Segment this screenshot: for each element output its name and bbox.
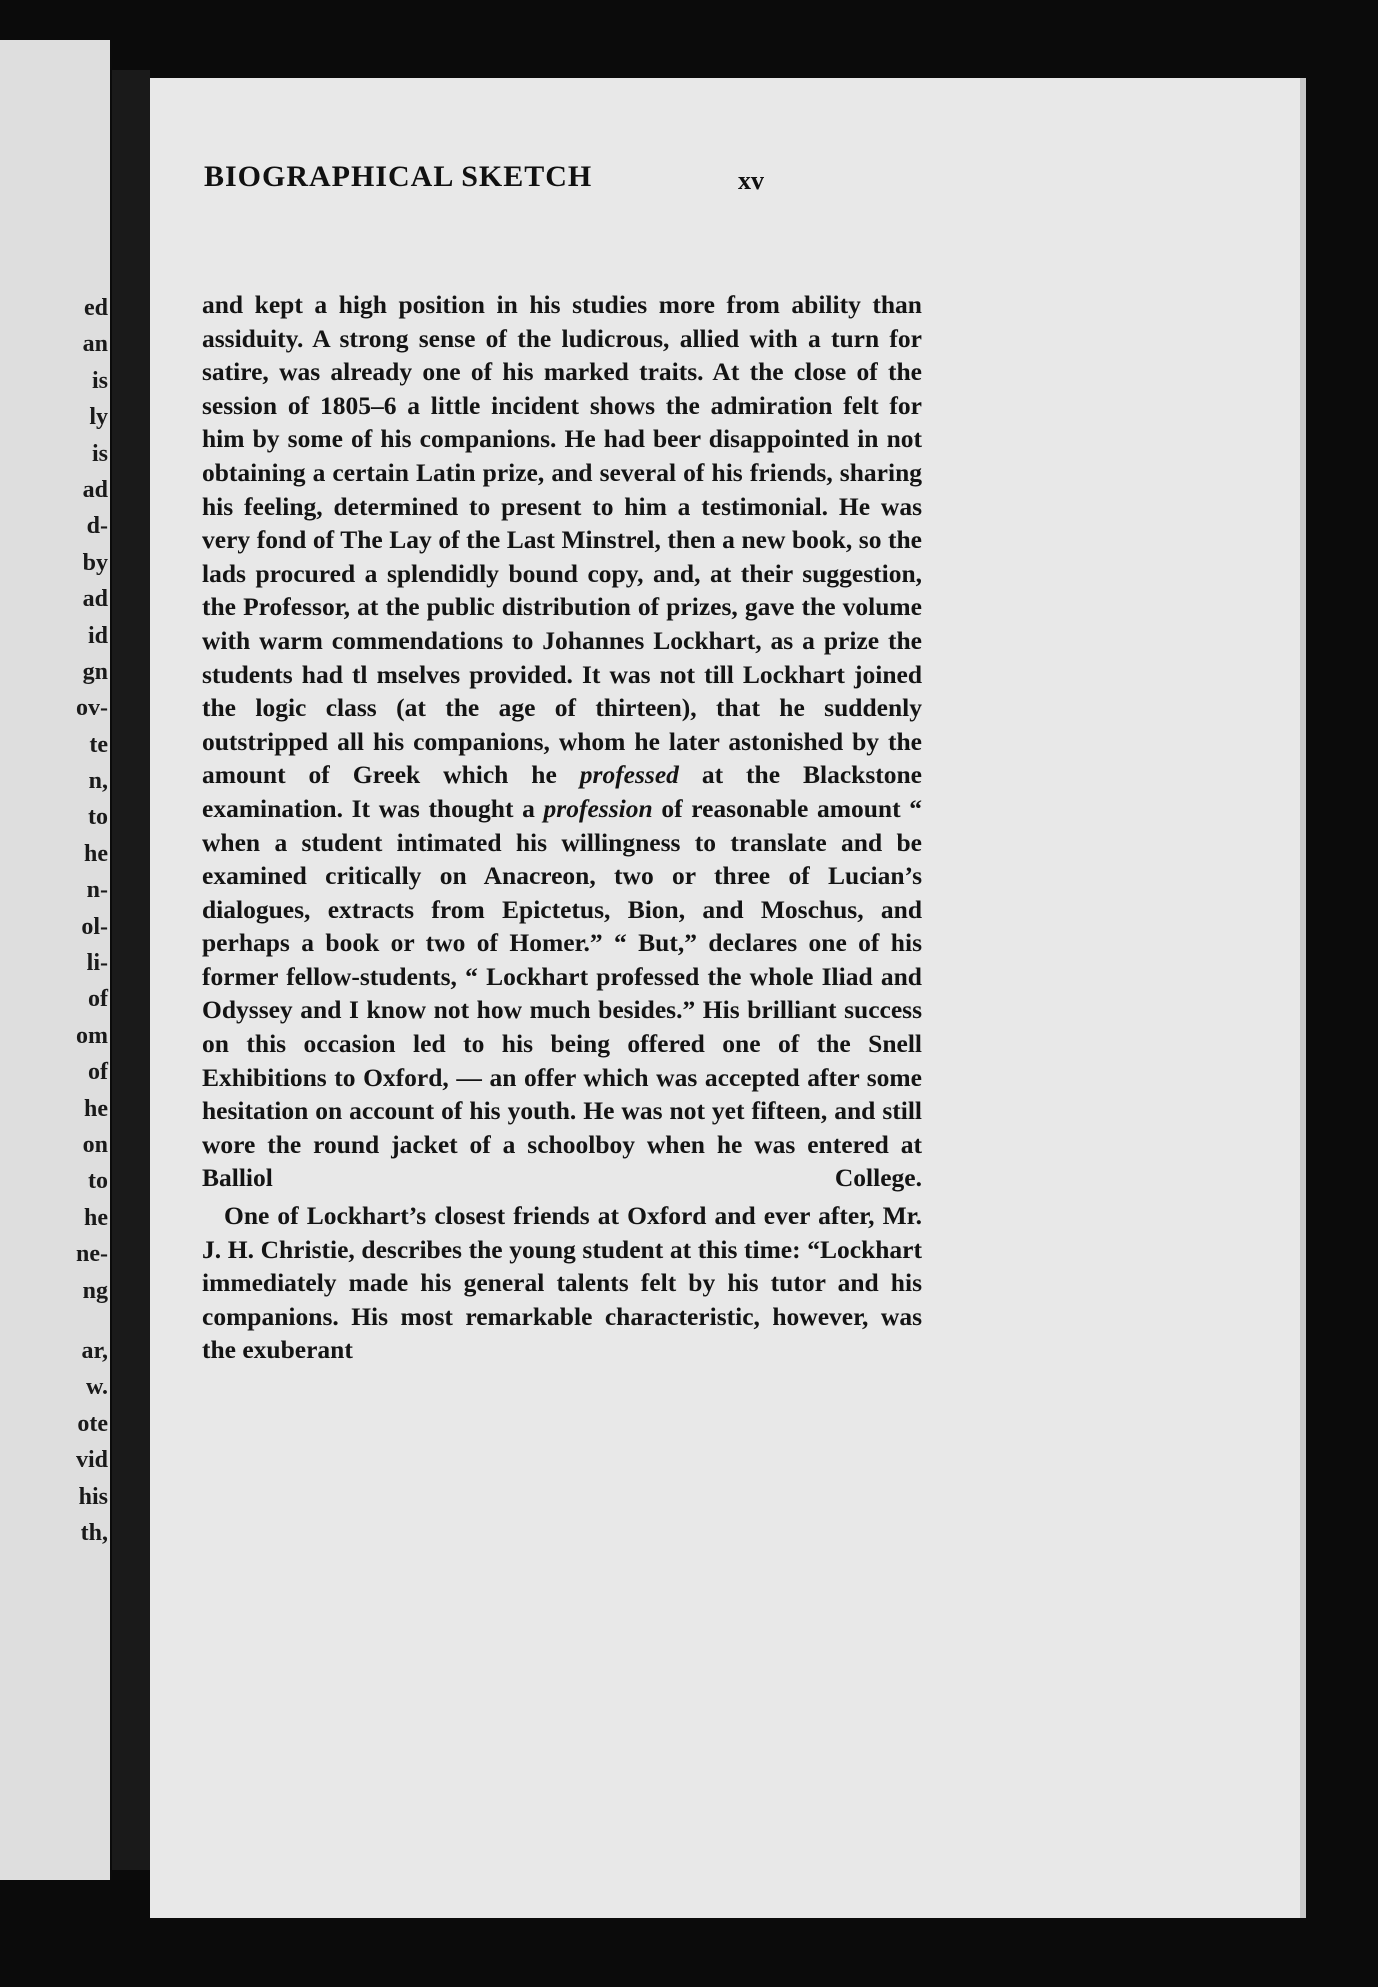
left-line-fragment: n- xyxy=(86,877,108,904)
left-line-fragment: ad xyxy=(82,586,108,613)
left-line-fragment: vid xyxy=(75,1447,108,1474)
left-line-fragment: to xyxy=(88,804,108,831)
paragraph-1-text-c: of reasonable amount “ when a student intimated his willingness to translate and be examined critically on Anacreon, two or three of Lucian’s dialogues, extracts from Epictetus, Bion, and Moschus, and perhaps a book or two of Homer.” “ But,” declares one of his former fellow-students, “ Lockhart professed the whole Iliad and Odyssey and I know not how much besides.” His brilliant success on this occasion led to his being offered one of the Snell Exhibitions to Oxford, — an offer which was accepted after some hesitation on account of his youth. He was not yet fifteen, and still wore the round jacket of a schoolboy when he was entered at Balliol College. xyxy=(202,793,922,1193)
left-line-fragment: ly xyxy=(89,404,108,431)
left-line-fragment: ol- xyxy=(81,913,108,940)
left-line-fragment: his xyxy=(78,1483,108,1510)
left-line-fragment: he xyxy=(84,840,108,867)
left-line-fragment: ne- xyxy=(76,1241,108,1268)
left-line-fragment: ote xyxy=(77,1410,108,1437)
left-line-fragment: he xyxy=(84,1204,108,1231)
left-line-fragment: he xyxy=(84,1095,108,1122)
left-line-fragment: n, xyxy=(88,768,108,795)
facing-page-left xyxy=(0,40,110,1880)
left-page-line-fragments xyxy=(8,290,108,1551)
book-gutter xyxy=(112,70,150,1870)
left-line-fragment: om xyxy=(76,1022,108,1049)
left-line-fragment: gn xyxy=(82,658,108,685)
left-line-fragment: w. xyxy=(85,1374,108,1401)
left-line-fragment: is xyxy=(91,440,108,467)
left-line-fragment: by xyxy=(82,549,108,576)
left-line-fragment: te xyxy=(89,731,108,758)
paragraph-1-text-a: and kept a high position in his studies more from ability than assiduity. A strong sense of the ludicrous, allied with a turn for satire, was already one of his marked traits. At the close of the session of 1805–6 a little incident shows the admiration felt for him by some of his companions. He had beer disappointed in not obtaining a certain Latin prize, and several of his friends, sharing his feeling, determined to present to him a testimonial. He was very fond of The Lay of the Last Minstrel, then a new book, so the lads procured a splendidly bound copy, and, at their suggestion, the Professor, at the public distribution of prizes, gave the volume with warm commendations to Johannes Lockhart, as a prize the students had tl mselves provided. It was not till Lockhart joined the logic class (at the age of thirteen), that he suddenly outstripped all his companions, whom he later astonished by the amount of Greek which he xyxy=(202,290,922,790)
left-line-fragment: is xyxy=(91,367,108,394)
left-line-fragment: an xyxy=(82,331,108,358)
left-line-fragment xyxy=(8,1309,108,1333)
left-line-fragment: ar, xyxy=(81,1337,108,1364)
left-line-fragment: id xyxy=(87,622,108,649)
left-line-fragment: d- xyxy=(86,513,108,540)
left-line-fragment: ov- xyxy=(76,695,108,722)
left-line-fragment: of xyxy=(88,1059,108,1086)
page-number: xv xyxy=(738,166,764,195)
left-line-fragment: to xyxy=(88,1168,108,1195)
page-header xyxy=(204,160,764,210)
italic-professed: professed xyxy=(579,760,679,790)
left-line-fragment: ed xyxy=(84,295,108,321)
paragraph-2: One of Lockhart’s closest friends at Oxford and ever after, Mr. J. H. Christie, describes the young student at this time: “Lockhart immediately made his general talents felt by his tutor and his companions. His most remarkable characteristic, however, was the exuberant xyxy=(202,1201,922,1365)
left-line-fragment: th, xyxy=(80,1519,108,1546)
running-title: BIOGRAPHICAL SKETCH xyxy=(204,160,593,193)
left-line-fragment: ad xyxy=(82,476,108,503)
left-line-fragment: on xyxy=(82,1131,108,1158)
paragraph-1-text-b: at the Blackstone examination. It was thought a xyxy=(202,760,922,823)
body-text xyxy=(202,288,922,1367)
italic-profession: profession xyxy=(543,793,653,823)
left-line-fragment: ng xyxy=(82,1277,108,1304)
left-line-fragment: of xyxy=(88,986,108,1013)
left-line-fragment: li- xyxy=(86,950,108,977)
paragraph-1 xyxy=(202,288,922,1195)
